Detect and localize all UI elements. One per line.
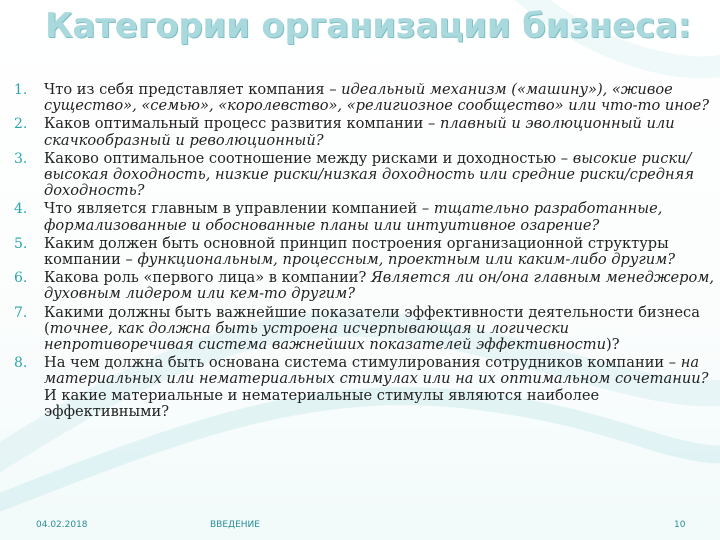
item-question: Каков оптимальный процесс развития компании – (44, 115, 440, 133)
list-item (14, 151, 714, 200)
item-question: На чем должна быть основана система стимулирования сотрудников компании – (44, 354, 681, 372)
list-item (14, 201, 714, 233)
list-item (14, 116, 714, 148)
item-options: высокие риски/высокая доходность, низкие риски/низкая доходность или средние риски/средняя доходность? (44, 149, 694, 200)
item-question-tail: И какие материальные и нематериальные стимулы являются наиболее эффективными? (44, 386, 600, 420)
item-options: точнее, как должна быть устроена исчерпывающая и логически непротиворечивая система важнейших показателей эффективности (44, 319, 607, 354)
item-number: 5. (14, 235, 28, 252)
list-item (14, 82, 714, 114)
item-options: плавный и эволюционный или скачкообразный и революционный? (44, 115, 675, 149)
item-number: 1. (14, 82, 28, 98)
item-number: 2. (14, 116, 28, 133)
item-question: Каково оптимальное соотношение между рисками и доходностью – (44, 149, 573, 167)
item-number: 7. (14, 304, 28, 321)
item-question: Что является главным в управлении компанией – (44, 200, 434, 218)
list-item (14, 355, 714, 420)
item-number: 6. (14, 270, 28, 287)
item-options: функциональным, процессным, проектным или каким-либо другим? (137, 251, 676, 269)
list-item (14, 236, 714, 268)
item-options: тщательно разработанные, формализованные и обоснованные планы или интуитивное озарение? (44, 200, 663, 234)
list-item (14, 305, 714, 354)
item-number: 8. (14, 355, 28, 372)
item-question: Какова роль «первого лица» в компании? (44, 269, 371, 287)
slide-title: Категории организации бизнеса: (44, 6, 692, 46)
item-number: 3. (14, 150, 28, 167)
question-list (14, 82, 714, 422)
footer-date: 04.02.2018 (36, 520, 88, 530)
item-question: Что из себя представляет компания – (44, 81, 342, 98)
item-question-tail: )? (606, 336, 620, 354)
footer-page-number: 10 (674, 520, 686, 530)
item-options: на материальных или нематериальных стимулах или на их оптимальном сочетании? (44, 354, 709, 388)
item-question: Каким должен быть основной принцип построения организационной структуры компании – (44, 234, 669, 269)
list-item (14, 270, 714, 302)
item-options: идеальный механизм («машину»), «живое существо», «семью», «королевство», «религиозное сообщество» или что-то иное? (44, 81, 710, 115)
item-question: Какими должны быть важнейшие показатели эффективности деятельности бизнеса ( (44, 303, 700, 337)
item-options: Является ли он/она главным менеджером, духовным лидером или кем-то другим? (44, 269, 714, 303)
footer-section: ВВЕДЕНИЕ (210, 520, 260, 530)
item-number: 4. (14, 201, 28, 218)
